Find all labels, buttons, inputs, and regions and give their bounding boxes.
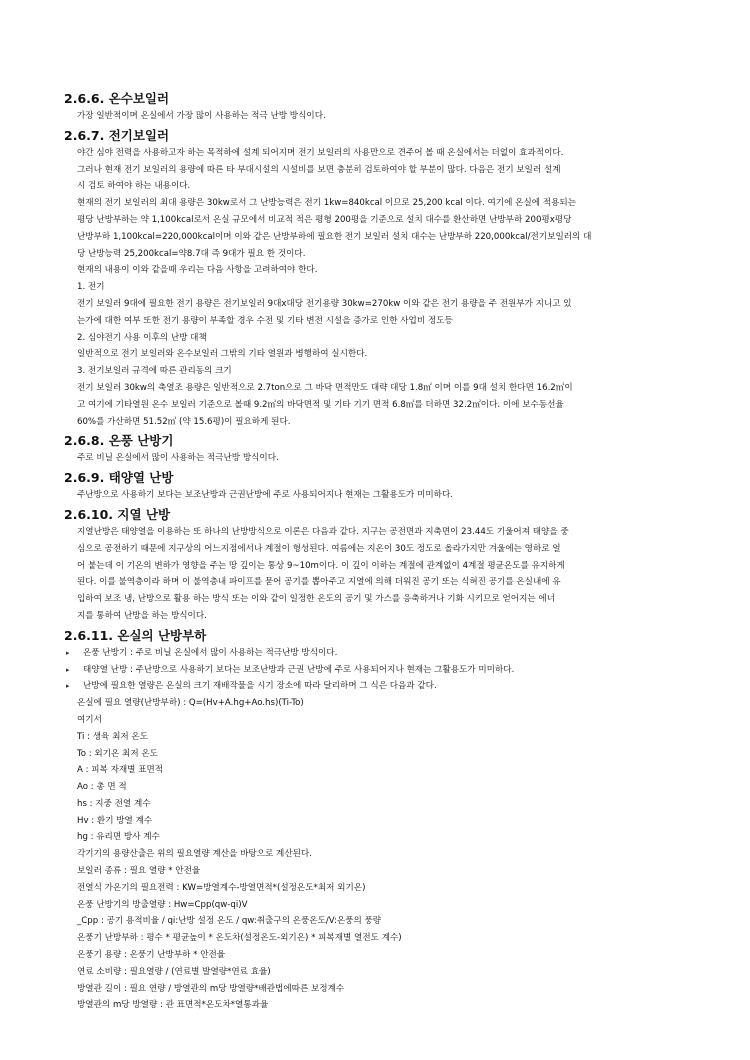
section-heading: 2.6.6. 온수보일러	[64, 91, 170, 106]
variable-definition: Hv : 환기 방열 계수	[77, 815, 153, 826]
paragraph-line: 현재의 전기 보일러의 최대 용량은 30kw로서 그 난방능력은 전기 1kw=840kcal 이므로 25,200 kcal 이다. 여기에 온실에 적용되는	[77, 198, 576, 209]
paragraph-line: 60%를 가산하면 51.52㎡ (약 15.6평)이 필요하게 된다.	[77, 416, 291, 427]
variable-definition: Ti : 생육 최저 온도	[77, 731, 149, 742]
paragraph-line: 가장 일반적이며 온실에서 가장 많이 사용하는 적극 난방 방식이다.	[77, 111, 326, 121]
formula-line: 온실에 필요 열량(난방부하) : Q=(Hv+A.hg+Ao.hs)(Ti-To)	[77, 698, 304, 709]
paragraph-line: 는가에 대한 여부 또한 전기 용량이 부족할 경우 수전 및 기타 변전 시설을 증가로 인한 사업비 정도등	[77, 315, 453, 326]
variable-definition: A : 피복 자재별 표면적	[77, 765, 164, 776]
paragraph-line: 주로 비닐 온실에서 많이 사용하는 적극난방 방식이다.	[77, 453, 279, 464]
formula-line: 온풍기 난방부하 : 평수 * 평균높이 * 온도차(설정온도-외기온) * 피복재별 열전도 계수)	[77, 933, 402, 944]
formula-line: 온풍기 용량 : 온풍기 난방부하 * 안전율	[77, 950, 226, 961]
paragraph-line: 현재의 내용이 이와 같을때 우리는 다음 사항을 고려하여야 한다.	[77, 265, 318, 276]
section-heating-load	[64, 626, 696, 1015]
paragraph-line: 입하여 보조 냉, 난방으로 활용 하는 방식 또는 이와 같이 일정한 온도의 공기 및 가스를 응축하거나 기화 시키므로 얻어지는 에너	[77, 594, 556, 605]
section-heading: 2.6.9. 태양열 난방	[64, 470, 174, 486]
bullet-item	[64, 678, 696, 695]
section-warm-air-heater	[64, 431, 696, 467]
formula-line: 보일러 종류 : 필요 열량 * 안전율	[77, 866, 201, 877]
section-geothermal-heating	[64, 505, 696, 625]
paragraph-line: 평당 난방부하는 약 1,100kcal로서 온실 규모에서 비교적 적은 평형 200평을 기준으로 설치 대수를 환산하면 난방부하 200평x평당	[77, 214, 572, 225]
document-page	[64, 88, 696, 1014]
formula-line: 온풍 난방기의 방출열량 : Hw=Cpp(qw-qi)V	[77, 899, 248, 910]
bullet-item	[64, 645, 696, 662]
variable-definition: hg : 유리면 방사 계수	[77, 832, 160, 843]
variable-definition: Ao : 총 면 적	[77, 782, 127, 793]
formula-line: 전열식 가온기의 필요전력 : KW=방열계수-방열면적*(설정온도*최저 외기온)	[77, 882, 366, 893]
paragraph-line: 지열난방은 태양열을 이용하는 또 하나의 난방방식으로 이론은 다음과 같다. 지구는 공전면과 지축면이 23.44도 기울어져 태양을 중	[77, 526, 569, 537]
paragraph-line: 심으로 공전하기 때문에 지구상의 어느지점에서나 계절이 형성된다. 여름에는 지온이 30도 정도로 올라가지만 겨울에는 영하로 얼	[77, 543, 561, 554]
paragraph-line: 전기 보일러 9대에 필요한 전기 용량은 전기보일러 9대x대당 전기용량 30kw=270kw 이와 같은 전기 용량을 주 전원부가 지니고 있	[77, 298, 572, 309]
bullet-text: 난방에 필요한 열량은 온실의 크기 재배작물을 시기 장소에 따라 달리하며 그 식은 다음과 같다.	[83, 681, 437, 692]
paragraph-line: 야간 심야 전력을 사용하고자 하는 목적하에 설계 되어지며 전기 보일러의 사용만으로 견주어 볼 때 온실에서는 더없이 효과적이다.	[77, 147, 564, 158]
list-number-line: 3. 전기보일러 규격에 따른 관리동의 크기	[77, 366, 232, 377]
paragraph-line: 각기기의 용량산출은 위의 필요열량 계산을 바탕으로 계산된다.	[77, 849, 312, 860]
paragraph-line: 일반적으로 전기 보일러와 온수보일러 그밖의 기타 열원과 병행하여 실시한다.	[77, 349, 368, 360]
bullet-text: 태양열 난방 : 주난방으로 사용하기 보다는 보조난방과 근권 난방에 주로 사용되어지나 현재는 그활용도가 미미하다.	[83, 664, 515, 675]
formula-line: _Cpp : 공기 용적비율 / qi:난방 설정 온도 / qw:취출구의 온풍온도/V:온풍의 풍량	[77, 916, 382, 927]
formula-line: 방열관의 m당 방열량 : 관 표면적*온도차*열통과율	[77, 1000, 269, 1011]
bullet-text: 온풍 난방기 : 주로 비닐 온실에서 많이 사용하는 적극난방 방식이다.	[83, 647, 338, 658]
paragraph-line: 어 붙는데 이 기온의 변하가 영향을 주는 땅 깊이는 통상 9~10m이다. 이 깊이 이하는 계절에 관계없이 4계절 평균온도를 유지하게	[77, 560, 565, 571]
paragraph-line: 여기서	[77, 714, 102, 725]
section-heading: 2.6.10. 지열 난방	[64, 506, 171, 522]
section-heading: 2.6.7. 전기보일러	[64, 127, 170, 143]
formula-line: 방열관 길이 : 필요 연량 / 방열관의 m당 방열량*배관법에따른 보정계수	[77, 983, 345, 994]
section-heading: 2.6.8. 온풍 난방기	[64, 433, 174, 449]
formula-line: 연료 소비량 : 필요열량 / (연료별 발열량*연료 효율)	[77, 966, 271, 977]
paragraph-line: 난방부하 1,100kcal=220,000kcal이며 이와 같은 난방부하에 필요한 전기 보일러 설치 대수는 난방부하 220,000kcal/전기보일러의 대	[77, 231, 592, 242]
variable-definition: hs : 지중 전열 계수	[77, 798, 151, 809]
section-electric-boiler	[64, 126, 696, 431]
list-number-line: 2. 심야전기 사용 이후의 난방 대책	[77, 332, 207, 343]
paragraph-line: 당 난방능력 25,200kcal=약8.7대 즉 9대가 필요 한 것이다.	[77, 248, 306, 259]
paragraph-line: 고 여기에 기타열원 온수 보일러 기준으로 볼때 9.2㎡의 바닥면적 및 기타 기기 면적 6.8㎡를 더하면 32.2㎡이다. 이에 보수동선율	[77, 399, 564, 410]
paragraph-line: 된다. 이를 불역층이라 하며 이 불역층내 파이프를 묻어 공기를 뽑아주고 지열에 의해 더워진 공기 또는 식혀진 공기를 온실내에 유	[77, 577, 561, 588]
variable-definition: To : 외기온 최저 온도	[77, 748, 158, 759]
paragraph-line: 시 검토 하여야 하는 내용이다.	[77, 181, 191, 192]
list-number-line: 1. 전기	[77, 282, 105, 293]
section-hot-water-boiler	[64, 89, 696, 125]
section-solar-heating	[64, 468, 696, 504]
paragraph-line: 주난방으로 사용하기 보다는 보조난방과 근권난방에 주로 사용되어지나 현재는 그활용도가 미미하다.	[77, 490, 453, 501]
section-heading: 2.6.11. 온실의 난방부하	[64, 627, 207, 643]
paragraph-line: 그러나 현재 전기 보일러의 용량에 따른 타 부대시설의 시설비를 보면 충분히 검토하여야 할 부분이 많다. 다음은 전기 보일러 설계	[77, 164, 561, 175]
paragraph-line: 지를 통하여 난방을 하는 방식이다.	[77, 610, 207, 621]
bullet-item	[64, 662, 696, 679]
paragraph-line: 전기 보일러 30kw의 축열조 용량은 일반적으로 2.7ton으로 그 바닥 면적만도 대략 대당 1.8㎡ 이며 이를 9대 설치 한다면 16.2㎡이	[77, 382, 573, 393]
